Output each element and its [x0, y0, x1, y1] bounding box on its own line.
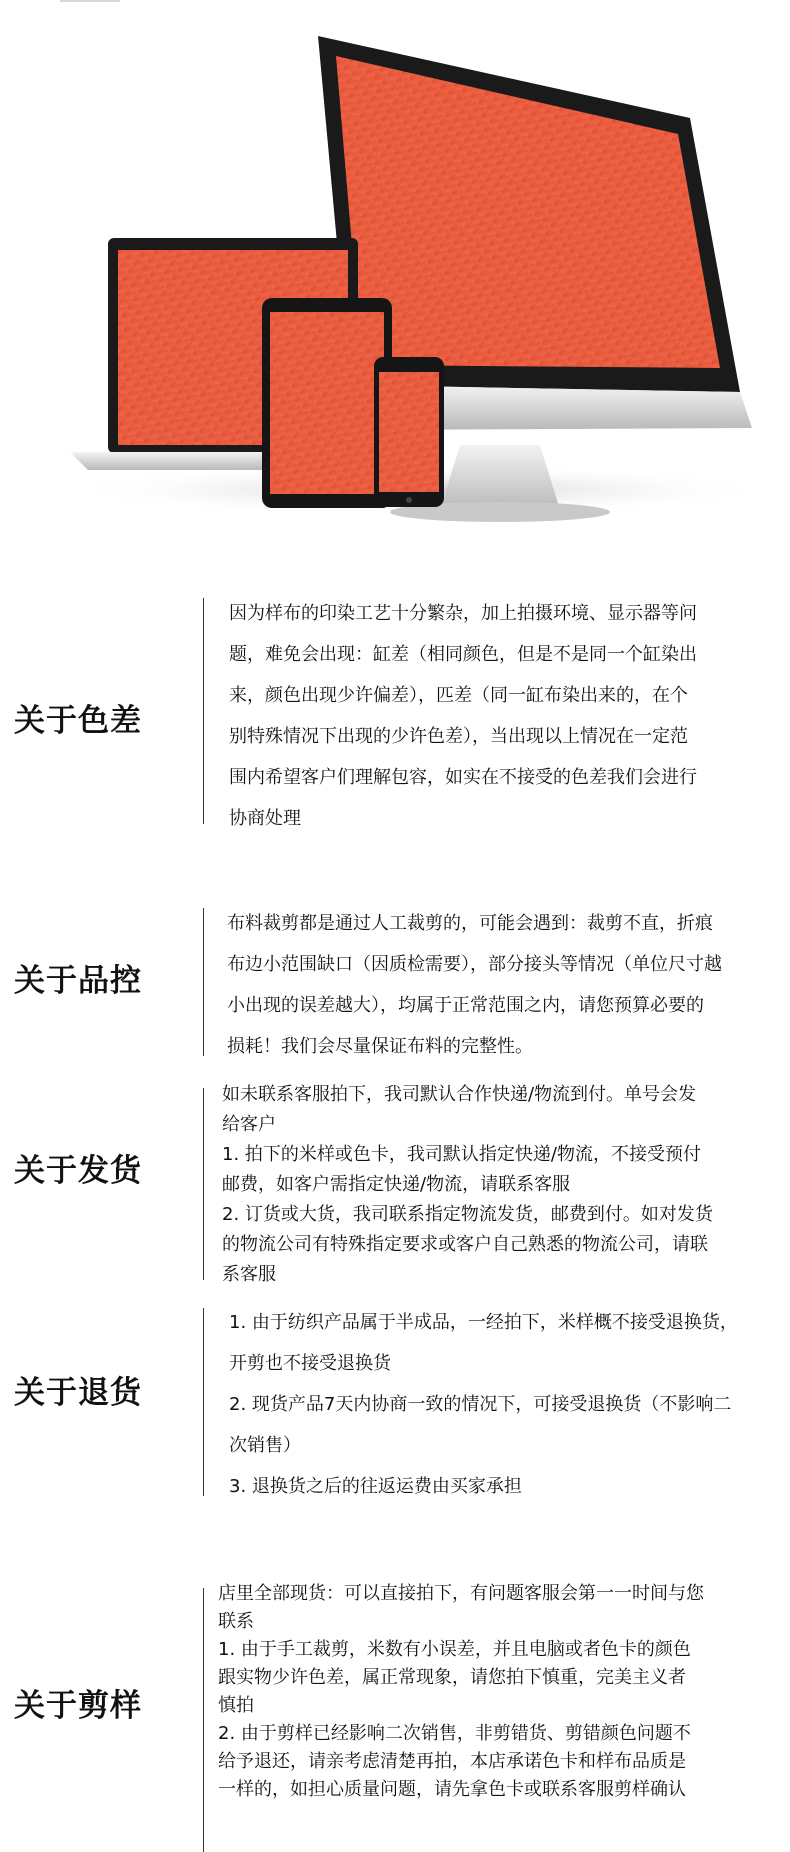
body-line: 1. 由于手工裁剪，米数有小误差，并且电脑或者色卡的颜色: [218, 1639, 691, 1660]
body-line: 如未联系客服拍下，我司默认合作快递/物流到付。单号会发: [222, 1084, 697, 1105]
section-body: [229, 593, 697, 839]
body-line: 布料裁剪都是通过人工裁剪的，可能会遇到：裁剪不直，折痕: [227, 913, 713, 934]
body-line: 3. 退换货之后的往返运费由买家承担: [229, 1476, 522, 1497]
section-divider: [203, 1308, 204, 1496]
hero-devices-image: [0, 0, 790, 545]
body-line: 来，颜色出现少许偏差），匹差（同一缸布染出来的，在个: [229, 685, 688, 706]
body-line: 2. 现货产品7天内协商一致的情况下，可接受退换货（不影响二: [229, 1394, 732, 1415]
section-title: 关于退货: [14, 1375, 142, 1411]
body-line: 1. 拍下的米样或色卡，我司默认指定快递/物流，不接受预付: [222, 1144, 701, 1165]
hero-top-divider: [60, 0, 120, 2]
section-title: 关于发货: [14, 1153, 142, 1189]
body-line: 联系: [218, 1611, 254, 1632]
body-line: 的物流公司有特殊指定要求或客户自己熟悉的物流公司，请联: [222, 1234, 708, 1255]
section-body: [229, 1302, 738, 1507]
section-title: 关于色差: [14, 703, 142, 739]
section-body: [222, 1080, 713, 1290]
body-line: 系客服: [222, 1264, 276, 1285]
body-line: 布边小范围缺口（因质检需要），部分接头等情况（单位尺寸越: [227, 954, 722, 975]
body-line: 别特殊情况下出现的少许色差），当出现以上情况在一定范: [229, 726, 688, 747]
devices-fabric-icon: [0, 0, 790, 545]
body-line: 2. 由于剪样已经影响二次销售，非剪错货、剪错颜色问题不: [218, 1723, 691, 1744]
body-line: 题，难免会出现：缸差（相同颜色，但是不是同一个缸染出: [229, 644, 697, 665]
section-divider: [203, 1088, 204, 1280]
section-body: [218, 1580, 704, 1804]
body-line: 慎拍: [218, 1695, 254, 1716]
body-line: 2. 订货或大货，我司联系指定物流发货，邮费到付。如对发货: [222, 1204, 713, 1225]
body-line: 损耗！我们会尽量保证布料的完整性。: [227, 1036, 533, 1057]
body-line: 协商处理: [229, 808, 301, 829]
body-line: 1. 由于纺织产品属于半成品，一经拍下，米样概不接受退换货，: [229, 1312, 738, 1333]
body-line: 一样的，如担心质量问题，请先拿色卡或联系客服剪样确认: [218, 1779, 686, 1800]
body-line: 因为样布的印染工艺十分繁杂，加上拍摄环境、显示器等问: [229, 603, 697, 624]
body-line: 次销售）: [229, 1435, 301, 1456]
body-line: 跟实物少许色差，属正常现象，请您拍下慎重，完美主义者: [218, 1667, 686, 1688]
body-line: 给客户: [222, 1114, 276, 1135]
body-line: 开剪也不接受退换货: [229, 1353, 391, 1374]
section-divider: [203, 908, 204, 1056]
section-title: 关于品控: [14, 963, 142, 999]
section-divider: [203, 1588, 204, 1852]
body-line: 店里全部现货：可以直接拍下，有问题客服会第一一时间与您: [218, 1583, 704, 1604]
section-body: [227, 903, 722, 1067]
body-line: 围内希望客户们理解包容，如实在不接受的色差我们会进行: [229, 767, 697, 788]
section-title: 关于剪样: [14, 1688, 142, 1724]
body-line: 给予退还，请亲考虑清楚再拍，本店承诺色卡和样布品质是: [218, 1751, 686, 1772]
body-line: 小出现的误差越大），均属于正常范围之内，请您预算必要的: [227, 995, 704, 1016]
section-divider: [203, 598, 204, 824]
body-line: 邮费，如客户需指定快递/物流，请联系客服: [222, 1174, 571, 1195]
